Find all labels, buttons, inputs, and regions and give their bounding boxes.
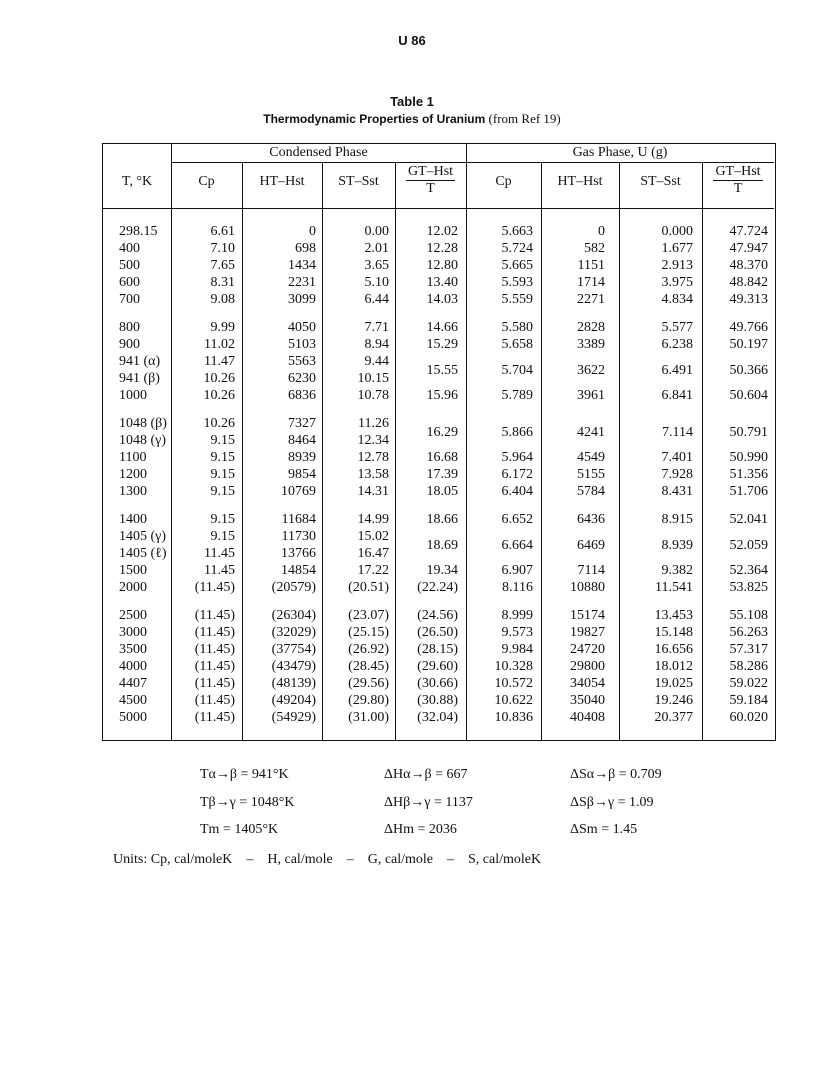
body-divider [395,208,396,740]
cell-t: 1000 [119,388,147,403]
cell-g: 12.02 [426,224,458,239]
cell-gs: 4.834 [661,292,693,307]
cell-t: 1300 [119,484,147,499]
cell-gcp: 5.663 [501,224,533,239]
cell-t: 700 [119,292,140,307]
cell-gs: 6.238 [661,337,693,352]
cell-t: 1405 (ℓ) [119,546,167,561]
cell-gs: 8.939 [661,537,693,553]
cell-g: (32.04) [417,710,458,725]
cell-h: 5563 [288,354,316,369]
units-h: H, cal/mole [267,852,333,867]
cell-t: 4500 [119,693,147,708]
cell-gh: 19827 [570,625,605,640]
cell-t: 1200 [119,467,147,482]
cell-cp: (11.45) [194,676,235,691]
cell-gg: 60.020 [729,710,768,725]
summary-t-ab [200,767,289,783]
header-gas: Gas Phase, U (g) [572,145,668,160]
group-underline [171,162,774,163]
cell-h: 5103 [288,337,316,352]
cell-g: (22.24) [417,580,458,595]
cell-gg: 52.041 [729,512,768,527]
cell-cp: 11.02 [204,337,235,352]
col-divider [466,144,467,740]
cell-gcp: 10.836 [494,710,533,725]
cell-gh: 40408 [570,710,605,725]
summary-s-bg [570,795,654,811]
cell-cp: 6.61 [210,224,235,239]
cell-gg: 55.108 [729,608,768,623]
cell-h: 6230 [288,371,316,386]
cell-gg: 51.356 [729,467,768,482]
summary-t-bg [200,795,294,811]
cell-cp: 7.10 [210,241,235,256]
cell-s: 17.22 [357,563,389,578]
cell-h: 0 [309,224,316,239]
cell-gh: 582 [584,241,605,256]
summary-h-bg-label: ΔHβ→γ [384,795,431,810]
summary-t-m-value: = 1405°K [222,822,279,837]
cell-t: 1048 (γ) [119,433,167,448]
cell-gg: 50.604 [729,388,768,403]
cell-cp: 11.47 [204,354,235,369]
cell-s: 6.44 [364,292,389,307]
cell-gs: 13.453 [654,608,693,623]
cell-gs: 7.114 [662,424,693,440]
cell-gs: 8.431 [661,484,693,499]
cell-gh: 0 [598,224,605,239]
cell-s: 16.47 [357,546,389,561]
cell-cp: (11.45) [194,625,235,640]
cell-g: 16.68 [426,450,458,465]
cell-g: 12.28 [426,241,458,256]
cell-t: 3000 [119,625,147,640]
cell-gg: 48.370 [729,258,768,273]
cell-gh: 1714 [577,275,605,290]
cell-gh: 4549 [577,450,605,465]
cell-cp: 9.15 [210,529,235,544]
summary-s-m-value: = 1.45 [601,822,638,837]
cell-s: 2.01 [364,241,389,256]
cell-g: 19.34 [426,563,458,578]
cell-t: 4407 [119,676,147,691]
cell-gs: 11.541 [655,580,693,595]
cell-t: 941 (β) [119,371,160,386]
cell-gh: 3622 [577,362,605,378]
cell-cp: 9.15 [210,484,235,499]
cell-gcp: 5.704 [501,362,533,378]
cell-t: 1100 [119,450,147,465]
body-divider [619,208,620,740]
cell-h: 9854 [288,467,316,482]
cell-cp: (11.45) [194,659,235,674]
header-gas-s: ST–Sst [640,174,681,189]
cell-g: 14.66 [426,320,458,335]
summary-t-bg-value: = 1048°K [239,795,295,810]
cell-h: 3099 [288,292,316,307]
cell-cp: (11.45) [194,642,235,657]
cell-s: (23.07) [348,608,389,623]
cell-gg: 50.990 [729,450,768,465]
cell-s: 11.26 [358,416,389,431]
cell-gh: 29800 [570,659,605,674]
cell-gg: 52.364 [729,563,768,578]
cell-t: 1500 [119,563,147,578]
cell-g: 14.03 [426,292,458,307]
header-gas-h: HT–Hst [557,174,603,189]
header-g-den: T [426,181,435,196]
cell-gg: 47.947 [729,241,768,256]
cell-gcp: 6.404 [501,484,533,499]
cell-cp: 11.45 [204,563,235,578]
cell-gh: 10880 [570,580,605,595]
cell-gs: 20.377 [654,710,693,725]
cell-h: (49204) [271,693,316,708]
cell-gcp: 5.658 [501,337,533,352]
units-dash: – [447,852,455,867]
cell-g: 15.96 [426,388,458,403]
header-s: ST–Sst [338,174,379,189]
cell-gh: 34054 [570,676,605,691]
header-gas-g-num: GT–Hst [715,164,761,179]
cell-gs: 3.975 [661,275,693,290]
cell-gh: 35040 [570,693,605,708]
cell-gs: 19.025 [654,676,693,691]
cell-t: 1400 [119,512,147,527]
cell-gs: 5.577 [661,320,693,335]
cell-cp: 10.26 [203,388,235,403]
summary-s-bg-value: = 1.09 [617,795,654,810]
cell-s: 5.10 [364,275,389,290]
units-line [113,852,541,868]
body-divider [242,208,243,740]
cell-gg: 50.791 [729,424,768,440]
cell-gcp: 10.572 [494,676,533,691]
summary-s-ab-value: = 0.709 [618,767,662,782]
cell-h: 11730 [281,529,316,544]
cell-t: 600 [119,275,140,290]
cell-h: (54929) [271,710,316,725]
cell-gg: 57.317 [729,642,768,657]
cell-gcp: 9.573 [501,625,533,640]
table-title-ref: (from Ref 19) [488,111,561,126]
cell-gcp: 6.664 [501,537,533,553]
cell-gcp: 5.964 [501,450,533,465]
cell-gs: 6.491 [661,362,693,378]
cell-g: 18.69 [426,537,458,553]
summary-s-m-label: ΔSm [570,822,598,837]
cell-s: 3.65 [364,258,389,273]
cell-t: 1048 (β) [119,416,167,431]
cell-t: 2500 [119,608,147,623]
cell-gcp: 5.724 [501,241,533,256]
cell-t: 5000 [119,710,147,725]
cell-t: 800 [119,320,140,335]
cell-gs: 15.148 [654,625,693,640]
header-gas-g [702,164,774,197]
cell-h: (32029) [271,625,316,640]
units-dash: – [246,852,254,867]
cell-gcp: 6.172 [501,467,533,482]
body-divider [322,208,323,740]
summary-t-ab-value: = 941°K [240,767,289,782]
cell-g: (30.88) [417,693,458,708]
cell-g: 17.39 [426,467,458,482]
cell-s: (25.15) [348,625,389,640]
cell-g: 18.05 [426,484,458,499]
cell-gh: 4241 [577,424,605,440]
units-cp: Units: Cp, cal/moleK [113,852,233,867]
cell-h: 1434 [288,258,316,273]
summary-t-bg-label: Tβ→γ [200,795,236,810]
cell-t: 941 (α) [119,354,161,369]
cell-g: 12.80 [426,258,458,273]
thermo-table [102,143,776,741]
cell-cp: (11.45) [194,580,235,595]
units-g: G, cal/mole [367,852,434,867]
cell-g: 18.66 [426,512,458,527]
cell-s: (26.92) [348,642,389,657]
cell-gh: 1151 [577,258,605,273]
body-divider [702,208,703,740]
cell-g: 16.29 [426,424,458,440]
units-s: S, cal/moleK [468,852,542,867]
cell-s: (29.80) [348,693,389,708]
cell-gcp: 5.559 [501,292,533,307]
cell-s: 7.71 [364,320,389,335]
cell-h: (48139) [271,676,316,691]
cell-gh: 5784 [577,484,605,499]
cell-t: 400 [119,241,140,256]
cell-gs: 1.677 [661,241,693,256]
cell-s: 10.15 [357,371,389,386]
cell-cp: 10.26 [203,416,235,431]
header-temp: T, °K [121,174,153,189]
page-number: U 86 [398,33,426,48]
header-cp: Cp [198,174,215,189]
cell-gh: 7114 [577,563,605,578]
cell-h: (43479) [271,659,316,674]
cell-s: 15.02 [357,529,389,544]
cell-s: 8.94 [364,337,389,352]
cell-cp: 9.15 [210,467,235,482]
cell-s: 13.58 [357,467,389,482]
summary-h-m-value: = 2036 [417,822,457,837]
cell-t: 500 [119,258,140,273]
cell-gs: 0.000 [661,224,693,239]
cell-cp: 8.31 [210,275,235,290]
cell-h: 698 [295,241,316,256]
cell-h: 11684 [281,512,316,527]
cell-gcp: 10.622 [494,693,533,708]
cell-cp: 7.65 [210,258,235,273]
cell-gh: 3389 [577,337,605,352]
cell-gcp: 5.580 [501,320,533,335]
cell-s: 12.34 [357,433,389,448]
cell-gcp: 9.984 [501,642,533,657]
cell-gg: 56.263 [729,625,768,640]
cell-gg: 49.766 [729,320,768,335]
table-title [0,111,824,127]
cell-t: 4000 [119,659,147,674]
cell-gs: 2.913 [661,258,693,273]
cell-s: (29.56) [348,676,389,691]
cell-gg: 49.313 [729,292,768,307]
cell-h: 8939 [288,450,316,465]
cell-g: (28.15) [417,642,458,657]
summary-h-m [384,822,457,838]
cell-s: 14.31 [357,484,389,499]
cell-gh: 2828 [577,320,605,335]
cell-g: (24.56) [417,608,458,623]
units-dash: – [346,852,354,867]
cell-cp: (11.45) [194,608,235,623]
cell-s: (28.45) [348,659,389,674]
summary-t-m [200,822,278,838]
cell-t: 3500 [119,642,147,657]
header-g [395,164,466,197]
summary-h-ab-value: = 667 [435,767,468,782]
header-gas-g-den: T [733,181,743,196]
cell-gg: 51.706 [729,484,768,499]
cell-g: 15.29 [426,337,458,352]
cell-h: 4050 [288,320,316,335]
cell-s: 0.00 [364,224,389,239]
summary-h-bg [384,795,473,811]
cell-h: 8464 [288,433,316,448]
cell-gcp: 6.652 [501,512,533,527]
summary-s-ab-label: ΔSα→β [570,767,616,782]
cell-gcp: 10.328 [494,659,533,674]
cell-h: (20579) [271,580,316,595]
cell-t: 298.15 [119,224,158,239]
cell-gcp: 6.907 [501,563,533,578]
summary-s-ab [570,767,662,783]
cell-gs: 8.915 [661,512,693,527]
cell-cp: (11.45) [194,710,235,725]
cell-gg: 50.366 [729,362,768,378]
cell-gcp: 5.866 [501,424,533,440]
header-h: HT–Hst [259,174,305,189]
cell-cp: 9.99 [210,320,235,335]
summary-h-ab-label: ΔHα→β [384,767,432,782]
cell-s: 10.78 [357,388,389,403]
summary-s-bg-label: ΔSβ→γ [570,795,615,810]
cell-s: 14.99 [357,512,389,527]
cell-t: 900 [119,337,140,352]
summary-s-m [570,822,637,838]
header-rule [103,208,774,209]
cell-gh: 24720 [570,642,605,657]
cell-gcp: 5.593 [501,275,533,290]
cell-gg: 50.197 [729,337,768,352]
cell-cp: 10.26 [203,371,235,386]
cell-cp: 9.15 [210,450,235,465]
cell-h: 10769 [281,484,316,499]
cell-g: 13.40 [426,275,458,290]
cell-gh: 3961 [577,388,605,403]
cell-gcp: 8.999 [501,608,533,623]
cell-gs: 6.841 [661,388,693,403]
summary-t-m-label: Tm [200,822,220,837]
cell-gg: 59.184 [729,693,768,708]
cell-cp: 9.15 [210,512,235,527]
cell-h: 6836 [288,388,316,403]
cell-gg: 52.059 [729,537,768,553]
cell-gg: 59.022 [729,676,768,691]
cell-h: (37754) [271,642,316,657]
cell-gh: 2271 [577,292,605,307]
table-label: Table 1 [390,94,434,109]
summary-h-ab [384,767,467,783]
cell-s: (20.51) [348,580,389,595]
body-divider [541,208,542,740]
cell-gcp: 5.665 [501,258,533,273]
cell-gs: 19.246 [654,693,693,708]
cell-gcp: 5.789 [501,388,533,403]
cell-t: 2000 [119,580,147,595]
cell-gs: 7.928 [661,467,693,482]
cell-gg: 58.286 [729,659,768,674]
cell-cp: 9.08 [210,292,235,307]
header-g-num: GT–Hst [407,164,454,179]
cell-h: (26304) [271,608,316,623]
cell-cp: 11.45 [204,546,235,561]
cell-s: 9.44 [364,354,389,369]
cell-h: 14854 [281,563,316,578]
cell-gg: 53.825 [729,580,768,595]
table-title-bold: Thermodynamic Properties of Uranium [263,112,486,126]
summary-h-m-label: ΔHm [384,822,415,837]
cell-gg: 48.842 [729,275,768,290]
cell-t: 1405 (γ) [119,529,167,544]
cell-gh: 6436 [577,512,605,527]
header-condensed: Condensed Phase [269,145,368,160]
cell-cp: 9.15 [210,433,235,448]
cell-gcp: 8.116 [502,580,533,595]
summary-h-bg-value: = 1137 [433,795,473,810]
cell-gh: 5155 [577,467,605,482]
cell-gs: 9.382 [661,563,693,578]
cell-gs: 7.401 [661,450,693,465]
cell-gh: 15174 [570,608,605,623]
cell-g: 15.55 [426,362,458,378]
cell-g: (30.66) [417,676,458,691]
header-gas-cp: Cp [495,174,512,189]
cell-g: (29.60) [417,659,458,674]
cell-h: 2231 [288,275,316,290]
cell-h: 13766 [281,546,316,561]
cell-gg: 47.724 [729,224,768,239]
summary-t-ab-label: Tα→β [200,767,238,782]
cell-h: 7327 [288,416,316,431]
cell-gh: 6469 [577,537,605,553]
cell-cp: (11.45) [194,693,235,708]
cell-gs: 16.656 [654,642,693,657]
cell-s: 12.78 [357,450,389,465]
cell-gs: 18.012 [654,659,693,674]
cell-g: (26.50) [417,625,458,640]
cell-s: (31.00) [348,710,389,725]
